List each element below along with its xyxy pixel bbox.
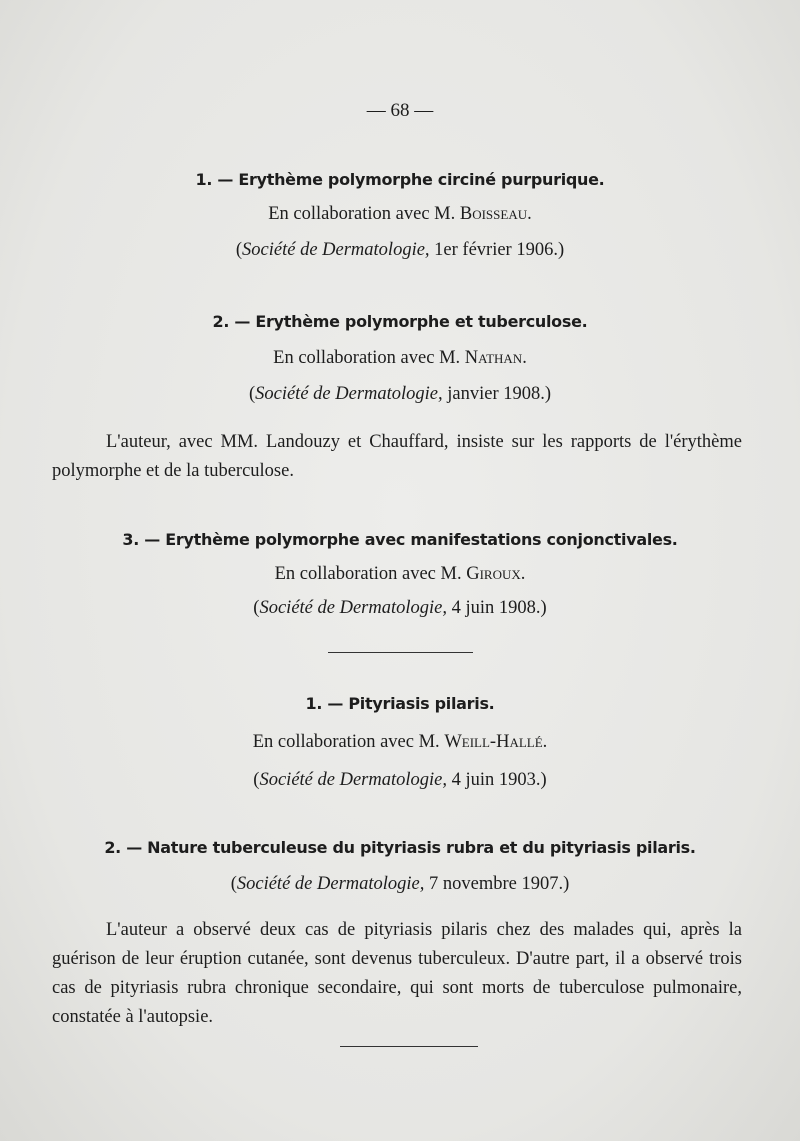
reference-line: (Société de Dermatologie, janvier 1908.) bbox=[248, 384, 552, 404]
end-divider bbox=[340, 1046, 478, 1047]
collaboration-line: En collaboration avec M. Nathan. bbox=[273, 348, 527, 368]
collaboration-line: En collaboration avec M. Giroux. bbox=[274, 564, 526, 584]
page-number: — 68 — bbox=[366, 100, 434, 121]
section-heading: 2. — Nature tuberculeuse du pityriasis rubra et du pityriasis pilaris. bbox=[104, 838, 696, 857]
section-heading: 1. — Erythème polymorphe circiné purpurique. bbox=[195, 170, 605, 189]
section-heading: 3. — Erythème polymorphe avec manifestations conjonctivales. bbox=[122, 530, 678, 549]
section-heading: 2. — Erythème polymorphe et tuberculose. bbox=[212, 312, 588, 331]
reference-line: (Société de Dermatologie, 4 juin 1908.) bbox=[253, 598, 547, 618]
collaboration-line: En collaboration avec M. Boisseau. bbox=[268, 204, 532, 224]
reference-line: (Société de Dermatologie, 7 novembre 1907.) bbox=[230, 874, 570, 894]
body-paragraph: L'auteur, avec MM. Landouzy et Chauffard, insiste sur les rapports de l'érythème polymorphe et de la tuberculose. bbox=[52, 432, 742, 481]
reference-line: (Société de Dermatologie, 1er février 1906.) bbox=[235, 240, 565, 260]
reference-line: (Société de Dermatologie, 4 juin 1903.) bbox=[253, 770, 547, 790]
section-divider bbox=[328, 652, 473, 653]
body-paragraph: L'auteur a observé deux cas de pityriasis pilaris chez des malades qui, après la guérison de leur éruption cutanée, sont devenus tuberculeux. D'autre part, il a observé trois cas de pityriasis rubra chronique secondaire, qui sont morts de tuberculose pulmonaire, constatée à l'autopsie. bbox=[52, 920, 742, 1027]
section-heading: 1. — Pityriasis pilaris. bbox=[305, 694, 495, 713]
collaboration-line: En collaboration avec M. Weill-Hallé. bbox=[252, 732, 548, 752]
